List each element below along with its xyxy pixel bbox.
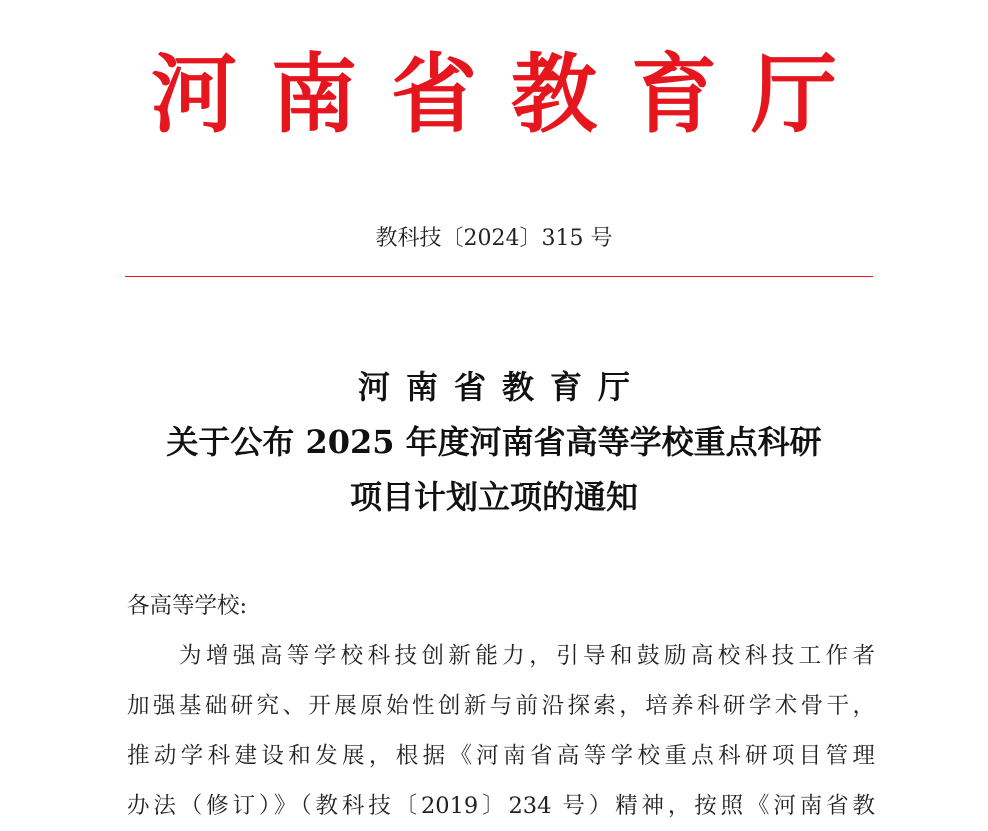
paragraph-line: 加强基础研究、开展原始性创新与前沿探索，培养科研学术骨干， (127, 693, 875, 719)
paragraph-line: 办法（修订）》（教科技〔2019〕234 号）精神，按照《河南省教 (127, 793, 875, 819)
paragraph-line: 推动学科建设和发展，根据《河南省高等学校重点科研项目管理 (127, 743, 875, 769)
document-number: 教科技〔2024〕315 号 (375, 226, 613, 251)
title-line-subject-cont: 项目计划立项的通知 (349, 478, 638, 516)
document-body (127, 581, 875, 831)
red-divider-line (125, 276, 873, 277)
paragraph-line: 为增强高等学校科技创新能力，引导和鼓励高校科技工作者 (179, 643, 875, 669)
title-line-issuer: 河南省教育厅 (357, 368, 646, 406)
title-line-subject: 关于公布 2025 年度河南省高等学校重点科研 (166, 423, 822, 461)
document-title (0, 360, 988, 525)
issuer-header: 河南省教育厅 (151, 44, 871, 145)
salutation: 各高等学校: (127, 593, 248, 619)
